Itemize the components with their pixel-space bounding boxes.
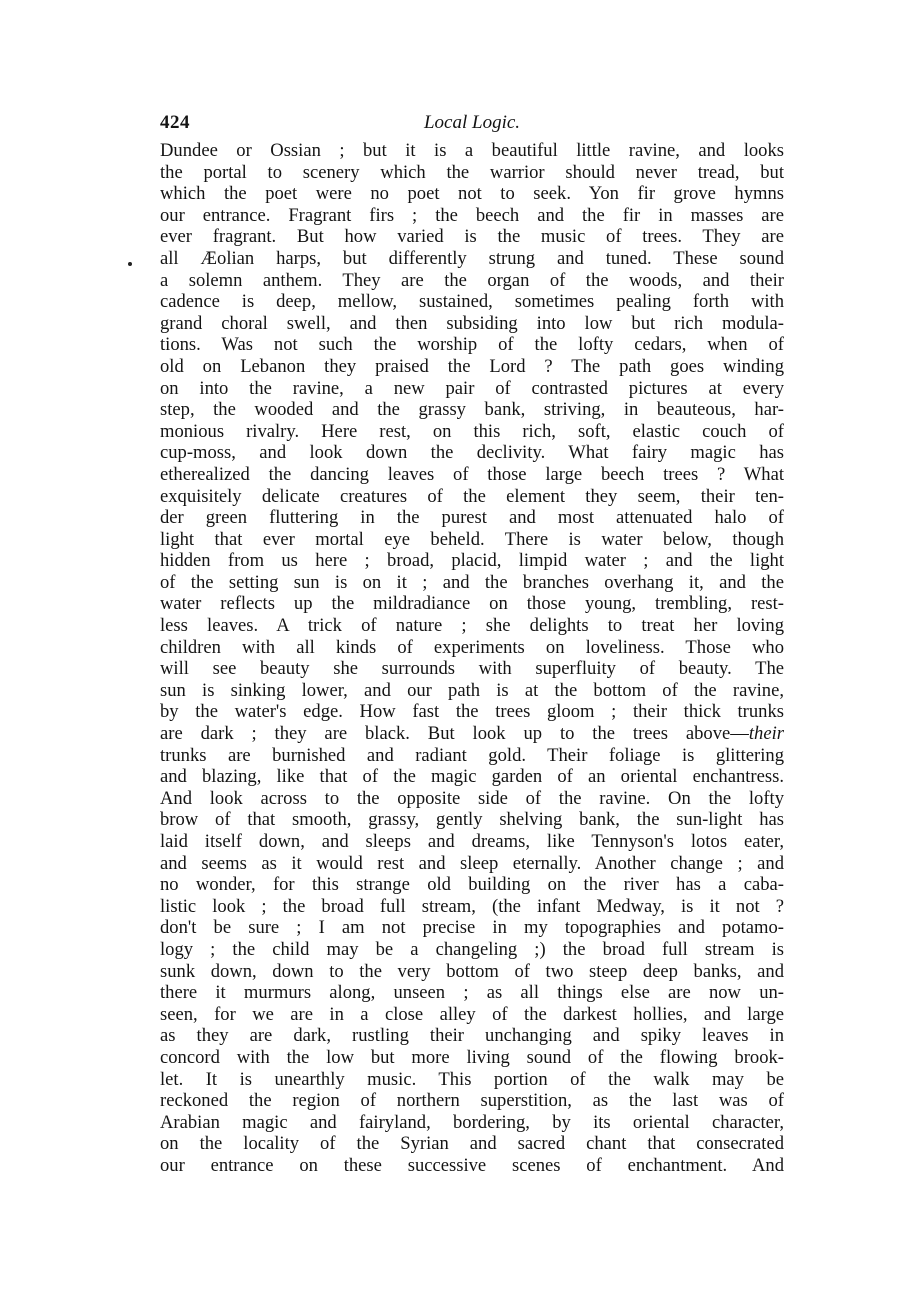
text-line: der green fluttering in the purest and most attenuated halo of	[160, 507, 784, 529]
text-line: reckoned the region of northern superstition, as the last was of	[160, 1090, 784, 1112]
text-line: children with all kinds of experiments on loveliness. Those who	[160, 636, 784, 658]
text-line: grand choral swell, and then subsiding into low but rich modula-	[160, 312, 784, 334]
page-number: 424	[160, 112, 190, 133]
text-line: etherealized the dancing leaves of those large beech trees ? What	[160, 463, 784, 485]
text-line: Arabian magic and fairyland, bordering, by its oriental character,	[160, 1111, 784, 1133]
text-line: on into the ravine, a new pair of contrasted pictures at every	[160, 377, 784, 399]
text-line: seen, for we are in a close alley of the darkest hollies, and large	[160, 1003, 784, 1025]
text-line: ever fragrant. But how varied is the music of trees. They are	[160, 226, 784, 248]
text-line: there it murmurs along, unseen ; as all things else are now un-	[160, 982, 784, 1004]
text-line: sun is sinking lower, and our path is at the bottom of the ravine,	[160, 679, 784, 701]
text-line: as they are dark, rustling their unchanging and spiky leaves in	[160, 1025, 784, 1047]
margin-dot-mark	[128, 262, 132, 266]
text-segment: are dark ; they are black. But look up to the trees above—	[160, 723, 749, 745]
text-line: on the locality of the Syrian and sacred chant that consecrated	[160, 1133, 784, 1155]
text-line: laid itself down, and sleeps and dreams, like Tennyson's lotos eater,	[160, 831, 784, 852]
text-line: water reflects up the mildradiance on those young, trembling, rest-	[160, 593, 784, 615]
text-line: listic look ; the broad full stream, (the infant Medway, is it not ?	[160, 895, 784, 917]
text-line: don't be sure ; I am not precise in my topographies and potamo-	[160, 917, 784, 939]
italic-emphasis: their	[748, 723, 784, 745]
text-line: which the poet were no poet not to seek. Yon fir grove hymns	[160, 183, 784, 205]
text-line: step, the wooded and the grassy bank, striving, in beauteous, har-	[160, 399, 784, 421]
text-line: will see beauty she surrounds with superfluity of beauty. The	[160, 658, 784, 680]
text-line: monious rivalry. Here rest, on this rich, soft, elastic couch of	[160, 420, 784, 442]
text-line: of the setting sun is on it ; and the branches overhang it, and the	[160, 571, 784, 593]
running-head	[160, 112, 784, 136]
text-line: by the water's edge. How fast the trees gloom ; their thick trunks	[160, 701, 784, 723]
text-line: brow of that smooth, grassy, gently shelving bank, the sun-light has	[160, 809, 784, 831]
text-line: And look across to the opposite side of the ravine. On the lofty	[160, 787, 784, 809]
body-text	[160, 140, 784, 1177]
text-line: no wonder, for this strange old building on the river has a caba-	[160, 874, 784, 896]
text-line: old on Lebanon they praised the Lord ? The path goes winding	[160, 355, 784, 377]
text-line: hidden from us here ; broad, placid, limpid water ; and the light	[160, 550, 784, 572]
text-line: cadence is deep, mellow, sustained, sometimes pealing forth with	[160, 291, 784, 313]
text-line: logy ; the child may be a changeling ;) the broad full stream is	[160, 938, 784, 960]
text-line-with-italic	[160, 723, 784, 745]
text-line: exquisitely delicate creatures of the element they seem, their ten-	[160, 485, 784, 507]
text-line: Dundee or Ossian ; but it is a beautiful little ravine, and looks	[160, 140, 784, 161]
text-line: and blazing, like that of the magic garden of an oriental enchantress.	[160, 766, 784, 788]
text-line: let. It is unearthly music. This portion of the walk may be	[160, 1068, 784, 1090]
text-line: cup-moss, and look down the declivity. What fairy magic has	[160, 442, 784, 464]
text-line: and seems as it would rest and sleep eternally. Another change ; and	[160, 852, 784, 874]
text-line: sunk down, down to the very bottom of two steep deep banks, and	[160, 960, 784, 982]
text-line: concord with the low but more living sound of the flowing brook-	[160, 1046, 784, 1068]
text-line: all Æolian harps, but differently strung and tuned. These sound	[160, 247, 784, 269]
text-line: our entrance on these successive scenes of enchantment. And	[160, 1154, 784, 1176]
text-line: our entrance. Fragrant firs ; the beech and the fir in masses are	[160, 204, 784, 226]
text-line: light that ever mortal eye beheld. There is water below, though	[160, 528, 784, 550]
text-line: the portal to scenery which the warrior should never tread, but	[160, 161, 784, 183]
text-line: a solemn anthem. They are the organ of the woods, and their	[160, 269, 784, 291]
text-line: less leaves. A trick of nature ; she delights to treat her loving	[160, 615, 784, 637]
text-line: trunks are burnished and radiant gold. Their foliage is glittering	[160, 744, 784, 766]
running-title: Local Logic.	[423, 112, 521, 133]
text-line: tions. Was not such the worship of the lofty cedars, when of	[160, 334, 784, 356]
